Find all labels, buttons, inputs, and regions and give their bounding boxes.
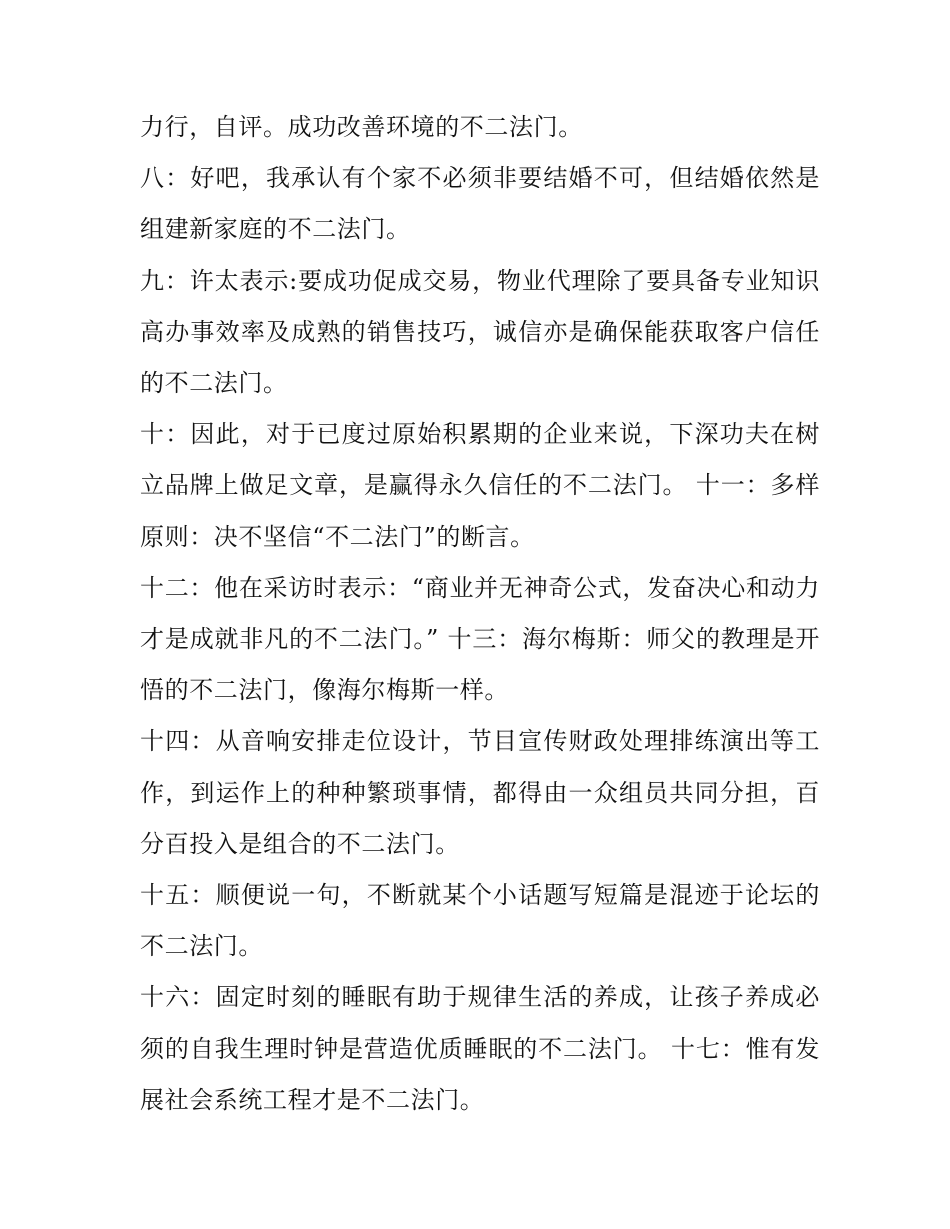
paragraph: 十四：从音响安排走位设计，节目宣传财政处理排练演出等工作，到运作上的种种繁琐事情，都得由一众组员共同分担，百分百投入是组合的不二法门。 <box>140 727 820 858</box>
paragraph: 十二：他在采访时表示：“商业并无神奇公式，发奋决心和动力才是成就非凡的不二法门。” 十三：海尔梅斯：师父的教理是开悟的不二法门，像海尔梅斯一样。 <box>140 573 820 705</box>
paragraph: 力行，自评。成功改善环境的不二法门。 <box>140 113 583 141</box>
paragraph: 十：因此，对于已度过原始积累期的企业来说，下深功夫在树立品牌上做足文章，是赢得永久信任的不二法门。 十一：多样原则：决不坚信“不二法门”的断言。 <box>140 420 820 551</box>
paragraph: 十六：固定时刻的睡眠有助于规律生活的养成，让孩子养成必须的自我生理时钟是营造优质睡眠的不二法门。 十七：惟有发展社会系统工程才是不二法门。 <box>140 983 820 1114</box>
paragraph: 十五：顺便说一句，不断就某个小话题写短篇是混迹于论坛的不二法门。 <box>140 881 820 961</box>
document-body <box>140 102 820 1126</box>
paragraph: 九：许太表示:要成功促成交易，物业代理除了要具备专业知识高办事效率及成熟的销售技巧，诚信亦是确保能获取客户信任的不二法门。 <box>140 266 820 398</box>
paragraph: 八：好吧，我承认有个家不必须非要结婚不可，但结婚依然是组建新家庭的不二法门。 <box>140 164 820 244</box>
